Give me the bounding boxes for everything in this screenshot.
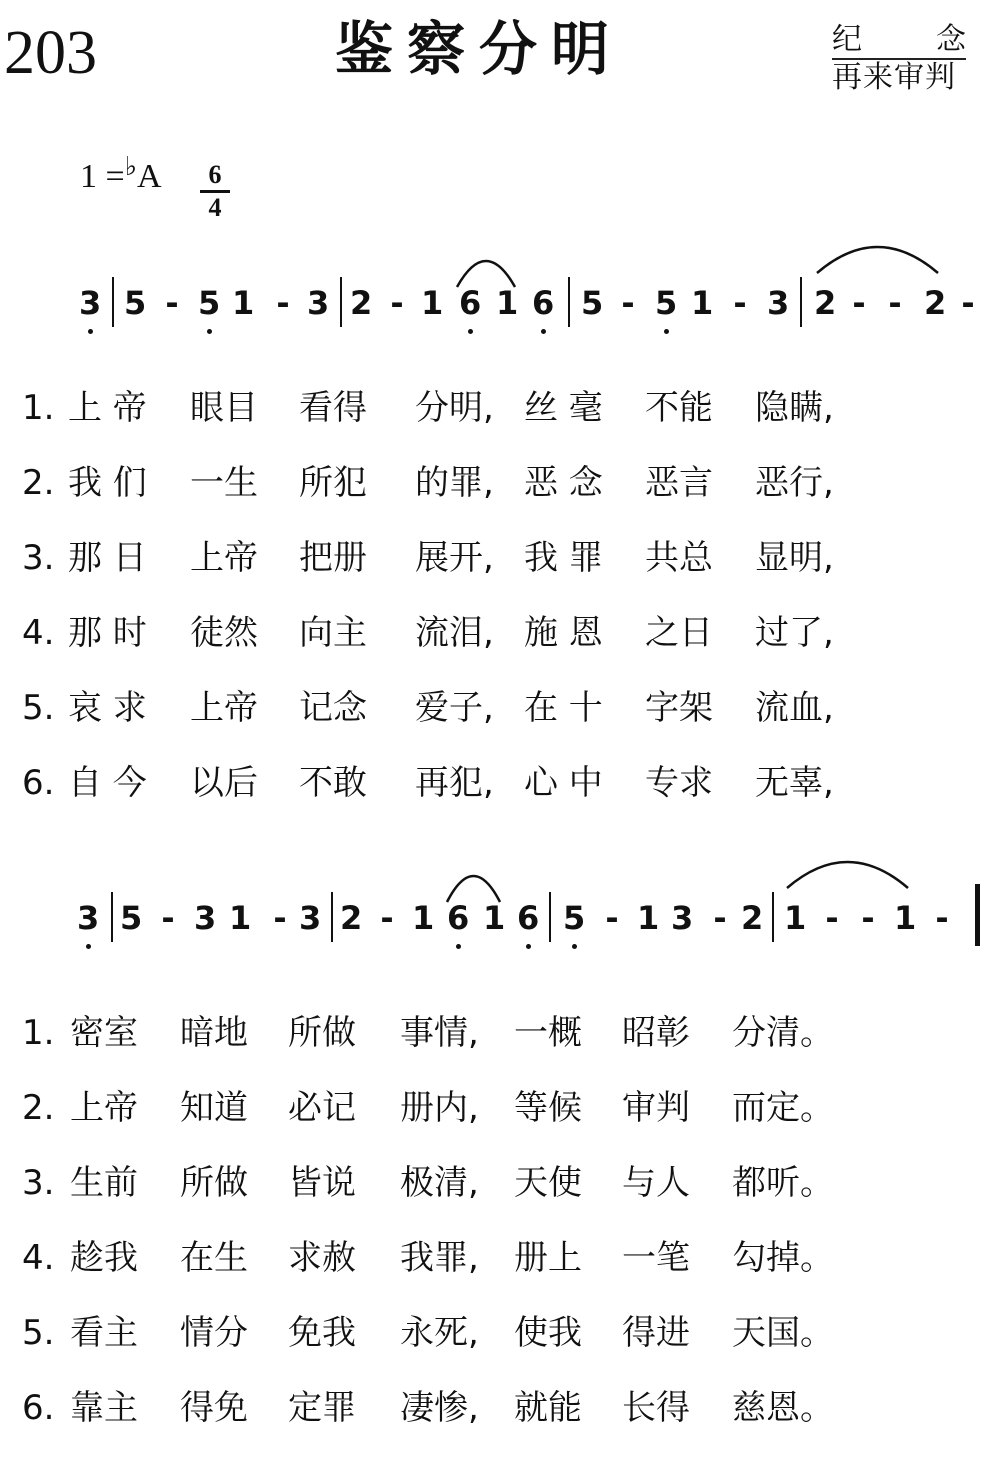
category-subtitle: 再来审判	[832, 60, 956, 95]
lyric-word: 定罪	[288, 1388, 356, 1428]
lyric-word: 在生	[180, 1238, 248, 1278]
time-signature-bottom: 4	[208, 193, 222, 222]
low-octave-dot	[526, 944, 531, 949]
verse-number: 1.	[22, 388, 55, 428]
lyric-word: 把册	[299, 538, 367, 578]
verse-line	[22, 1313, 992, 1353]
key-prefix: 1 =	[80, 158, 125, 195]
note: 1	[637, 899, 660, 937]
lyric-word: 施 恩	[524, 613, 603, 653]
lyric-word: 专求	[645, 763, 713, 803]
verse-number: 3.	[22, 538, 55, 578]
category-top-char-2: 念	[936, 22, 966, 57]
note: 3	[767, 284, 790, 322]
lyric-word: 凄惨,	[400, 1388, 479, 1428]
verse-line	[22, 763, 992, 803]
lyric-word: 就能	[514, 1388, 582, 1428]
note: 1	[784, 899, 807, 937]
lyric-word: 徒然	[190, 613, 258, 653]
low-octave-dot	[664, 329, 669, 334]
verse-line	[22, 463, 992, 503]
verse-number: 5.	[22, 1313, 55, 1353]
note: 1	[232, 284, 255, 322]
lyric-word: 长得	[622, 1388, 690, 1428]
lyric-word: 恶言	[645, 463, 713, 503]
note: -	[605, 899, 619, 937]
note: 6	[517, 899, 540, 937]
note: -	[165, 284, 179, 322]
hymn-number: 203	[4, 19, 97, 87]
verse-number: 1.	[22, 1013, 55, 1053]
lyric-word: 恶行,	[755, 463, 834, 503]
note: 2	[814, 284, 837, 322]
lyric-word: 使我	[514, 1313, 582, 1353]
low-octave-dot	[468, 329, 473, 334]
note: 3	[307, 284, 330, 322]
note: 1	[496, 284, 519, 322]
lyric-word: 昭彰	[622, 1013, 690, 1053]
note: 3	[194, 899, 217, 937]
lyric-word: 事情,	[400, 1013, 479, 1053]
barline	[111, 892, 113, 942]
lyric-word: 上 帝	[68, 388, 147, 428]
lyric-word: 字架	[645, 688, 713, 728]
note: 1	[412, 899, 435, 937]
verse-number: 2.	[22, 1088, 55, 1128]
note: -	[961, 284, 975, 322]
low-octave-dot	[572, 944, 577, 949]
verse-number: 4.	[22, 613, 55, 653]
category-label	[832, 22, 966, 96]
note: -	[161, 899, 175, 937]
lyric-word: 慈恩。	[732, 1388, 834, 1428]
low-octave-dot	[88, 329, 93, 334]
note: -	[273, 899, 287, 937]
category-top-char-1: 纪	[832, 22, 862, 57]
notation-line-1	[0, 283, 1000, 353]
note: 3	[299, 899, 322, 937]
low-octave-dot	[207, 329, 212, 334]
lyric-word: 一概	[514, 1013, 582, 1053]
note: 6	[459, 284, 482, 322]
notation-line-2	[0, 898, 1000, 968]
lyric-word: 那 时	[68, 613, 147, 653]
lyric-word: 丝 毫	[524, 388, 603, 428]
lyric-word: 勾掉。	[732, 1238, 834, 1278]
lyric-word: 在 十	[524, 688, 603, 728]
verse-number: 6.	[22, 763, 55, 803]
lyric-word: 生前	[70, 1163, 138, 1203]
lyric-word: 我 罪	[524, 538, 603, 578]
barline	[331, 892, 333, 942]
verse-line	[22, 613, 992, 653]
barline	[772, 892, 774, 942]
verse-number: 6.	[22, 1388, 55, 1428]
tie-arc	[815, 245, 940, 275]
note: -	[621, 284, 635, 322]
barline	[112, 277, 114, 327]
time-signature-top: 6	[200, 162, 230, 193]
verse-number: 4.	[22, 1238, 55, 1278]
lyric-word: 哀 求	[68, 688, 147, 728]
verse-line	[22, 1163, 992, 1203]
note: 3	[77, 899, 100, 937]
tie-arc	[785, 860, 910, 890]
barline	[340, 277, 342, 327]
verse-line	[22, 538, 992, 578]
lyric-word: 看主	[70, 1313, 138, 1353]
note: -	[825, 899, 839, 937]
lyric-word: 与人	[622, 1163, 690, 1203]
lyric-word: 我罪,	[400, 1238, 479, 1278]
note: 5	[198, 284, 221, 322]
lyric-word: 分清。	[732, 1013, 834, 1053]
lyric-word: 册内,	[400, 1088, 479, 1128]
note: 1	[483, 899, 506, 937]
note: -	[861, 899, 875, 937]
lyric-word: 求赦	[288, 1238, 356, 1278]
note: -	[852, 284, 866, 322]
lyric-word: 眼目	[190, 388, 258, 428]
lyric-word: 所做	[180, 1163, 248, 1203]
note: 1	[421, 284, 444, 322]
lyric-word: 再犯,	[415, 763, 494, 803]
note: -	[390, 284, 404, 322]
lyric-word: 永死,	[400, 1313, 479, 1353]
lyric-word: 之日	[645, 613, 713, 653]
note: 6	[532, 284, 555, 322]
verse-line	[22, 1388, 992, 1428]
verse-number: 3.	[22, 1163, 55, 1203]
tie-arc	[455, 259, 517, 289]
lyric-word: 一生	[190, 463, 258, 503]
lyric-word: 上帝	[190, 538, 258, 578]
verse-line	[22, 1238, 992, 1278]
lyric-word: 显明,	[755, 538, 834, 578]
verse-line	[22, 388, 992, 428]
key-letter: A	[136, 158, 162, 195]
note: 6	[447, 899, 470, 937]
note: 5	[120, 899, 143, 937]
lyric-word: 天使	[514, 1163, 582, 1203]
lyric-word: 得免	[180, 1388, 248, 1428]
time-signature	[200, 162, 230, 221]
lyric-word: 等候	[514, 1088, 582, 1128]
note: 5	[563, 899, 586, 937]
key-signature	[80, 152, 162, 195]
lyric-word: 必记	[288, 1088, 356, 1128]
lyric-word: 隐瞒,	[755, 388, 834, 428]
note: 1	[894, 899, 917, 937]
note: 5	[655, 284, 678, 322]
lyric-word: 无辜,	[755, 763, 834, 803]
note: -	[935, 899, 949, 937]
lyric-word: 暗地	[180, 1013, 248, 1053]
note: -	[713, 899, 727, 937]
verse-line	[22, 1013, 992, 1053]
lyric-word: 流泪,	[415, 613, 494, 653]
lyric-word: 一笔	[622, 1238, 690, 1278]
lyric-word: 过了,	[755, 613, 834, 653]
lyric-word: 不能	[645, 388, 713, 428]
lyric-word: 趁我	[70, 1238, 138, 1278]
lyric-word: 得进	[622, 1313, 690, 1353]
lyric-word: 情分	[180, 1313, 248, 1353]
verse-number: 5.	[22, 688, 55, 728]
lyric-word: 都听。	[732, 1163, 834, 1203]
lyric-word: 共总	[645, 538, 713, 578]
final-barline	[975, 884, 980, 946]
lyric-word: 记念	[299, 688, 367, 728]
note: 2	[741, 899, 764, 937]
lyric-word: 知道	[180, 1088, 248, 1128]
lyric-word: 密室	[70, 1013, 138, 1053]
hymn-title: 鉴察分明	[335, 15, 624, 83]
lyric-word: 审判	[622, 1088, 690, 1128]
lyric-word: 向主	[299, 613, 367, 653]
lyric-word: 自 今	[68, 763, 147, 803]
lyric-word: 流血,	[755, 688, 834, 728]
lyric-word: 爱子,	[415, 688, 494, 728]
lyric-word: 的罪,	[415, 463, 494, 503]
verse-number: 2.	[22, 463, 55, 503]
lyric-word: 展开,	[415, 538, 494, 578]
note: -	[380, 899, 394, 937]
verse-line	[22, 1088, 992, 1128]
lyric-word: 所做	[288, 1013, 356, 1053]
lyric-word: 分明,	[415, 388, 494, 428]
note: -	[276, 284, 290, 322]
lyric-word: 以后	[190, 763, 258, 803]
note: 2	[350, 284, 373, 322]
low-octave-dot	[456, 944, 461, 949]
lyric-word: 靠主	[70, 1388, 138, 1428]
lyric-word: 恶 念	[524, 463, 603, 503]
note: 3	[79, 284, 102, 322]
note: 2	[340, 899, 363, 937]
lyric-word: 上帝	[190, 688, 258, 728]
note: 1	[691, 284, 714, 322]
lyric-word: 上帝	[70, 1088, 138, 1128]
note: -	[888, 284, 902, 322]
lyric-word: 册上	[514, 1238, 582, 1278]
lyric-word: 免我	[288, 1313, 356, 1353]
note: 5	[124, 284, 147, 322]
lyric-word: 极清,	[400, 1163, 479, 1203]
note: 1	[229, 899, 252, 937]
note: 2	[924, 284, 947, 322]
lyric-word: 所犯	[299, 463, 367, 503]
barline	[800, 277, 802, 327]
barline	[549, 892, 551, 942]
lyric-word: 而定。	[732, 1088, 834, 1128]
lyric-word: 皆说	[288, 1163, 356, 1203]
lyric-word: 那 日	[68, 538, 147, 578]
lyric-word: 不敢	[299, 763, 367, 803]
note: 3	[671, 899, 694, 937]
barline	[568, 277, 570, 327]
lyric-word: 天国。	[732, 1313, 834, 1353]
lyric-word: 我 们	[68, 463, 147, 503]
note: 5	[581, 284, 604, 322]
lyric-word: 看得	[299, 388, 367, 428]
tie-arc	[445, 874, 502, 904]
low-octave-dot	[541, 329, 546, 334]
lyric-word: 心 中	[524, 763, 603, 803]
low-octave-dot	[86, 944, 91, 949]
verse-line	[22, 688, 992, 728]
flat-sign: ♭	[124, 152, 137, 181]
note: -	[733, 284, 747, 322]
